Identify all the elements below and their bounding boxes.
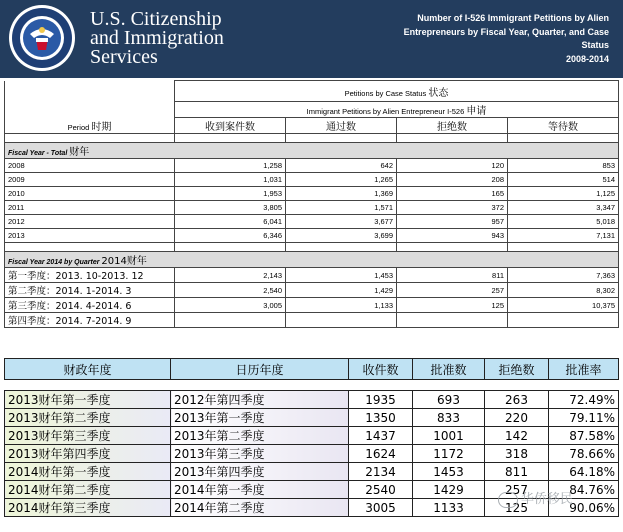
watermark: 华侨移民 xyxy=(498,488,573,508)
table-row: 2013财年第三季度 2013年第二季度 1437 1001 142 87.58% xyxy=(5,427,619,445)
table-row: 2010 1,953 1,369 165 1,125 xyxy=(5,187,619,201)
table-row xyxy=(5,243,619,252)
table-row: 第二季度：2014. 1-2014. 3 2,540 1,429 257 8,302 xyxy=(5,283,619,298)
table-row: 2011 3,805 1,571 372 3,347 xyxy=(5,201,619,215)
agency-name xyxy=(90,10,224,67)
uscis-petition-table xyxy=(4,80,619,328)
report-title-line3: Status xyxy=(581,40,609,50)
section-header-fy-total: Fiscal Year - Total 财年 xyxy=(5,143,619,159)
table-row: 2013财年第二季度 2013年第一季度 1350 833 220 79.11% xyxy=(5,409,619,427)
column-header-row xyxy=(5,118,619,134)
denied-header: 拒绝数 xyxy=(397,118,508,134)
table-row xyxy=(5,102,619,118)
section-header-quarter: Fiscal Year 2014 by Quarter 2014财年 xyxy=(5,252,619,268)
report-title-line2: Entrepreneurs by Fiscal Year, Quarter, and Case xyxy=(403,26,609,37)
table-row: 2012 6,041 3,677 957 5,018 xyxy=(5,215,619,229)
dhs-seal-icon xyxy=(8,4,76,72)
report-title xyxy=(369,12,609,66)
table-row: 2014财年第三季度 2014年第二季度 3005 1133 125 90.06% xyxy=(5,499,619,517)
chat-bubble-icon xyxy=(498,492,518,508)
table-row: 第一季度：2013. 10-2013. 12 2,143 1,453 811 7,363 xyxy=(5,268,619,283)
petition-header: Immigrant Petitions by Alien Entrepreneur I-526 申请 xyxy=(175,102,619,118)
table-row: 2014财年第一季度 2013年第四季度 2134 1453 811 64.18% xyxy=(5,463,619,481)
table-row: 2013财年第一季度 2012年第四季度 1935 693 263 72.49% xyxy=(5,391,619,409)
received-header: 收到案件数 xyxy=(175,118,286,134)
pending-header: 等待数 xyxy=(508,118,619,134)
fiscal-year-header: 财政年度 xyxy=(5,359,171,380)
status-header: Petitions by Case Status 状态 xyxy=(175,81,619,102)
table-row: 第三季度：2014. 4-2014. 6 3,005 1,133 125 10,375 xyxy=(5,298,619,313)
table-row: 2009 1,031 1,265 208 514 xyxy=(5,173,619,187)
column-header-row xyxy=(5,359,619,380)
report-title-years: 2008-2014 xyxy=(565,53,609,64)
spacer-row xyxy=(5,380,619,391)
approval-rate-header: 批准率 xyxy=(549,359,619,380)
report-title-line1: Number of I-526 Immigrant Petitions by Alien xyxy=(417,13,609,23)
denied-header: 拒绝数 xyxy=(485,359,549,380)
period-header: Period 时期 xyxy=(5,118,175,134)
table-row xyxy=(5,134,619,143)
table-row: 2014财年第二季度 2014年第一季度 2540 1429 257 84.76% xyxy=(5,481,619,499)
table-row xyxy=(5,81,619,102)
approved-header: 通过数 xyxy=(286,118,397,134)
table-row: 2013财年第四季度 2013年第三季度 1624 1172 318 78.66% xyxy=(5,445,619,463)
calendar-year-header: 日历年度 xyxy=(171,359,349,380)
table-row: 2013 6,346 3,699 943 7,131 xyxy=(5,229,619,243)
agency-name-line3: Services xyxy=(90,46,158,68)
table-row: 2008 1,258 642 120 853 xyxy=(5,159,619,173)
agency-name-line2: and Immigration xyxy=(90,27,224,49)
approved-header: 批准数 xyxy=(413,359,485,380)
header-banner xyxy=(0,0,623,78)
received-header: 收件数 xyxy=(349,359,413,380)
table-row: 第四季度：2014. 7-2014. 9 xyxy=(5,313,619,328)
agency-name-line1: U.S. Citizenship xyxy=(90,8,222,30)
